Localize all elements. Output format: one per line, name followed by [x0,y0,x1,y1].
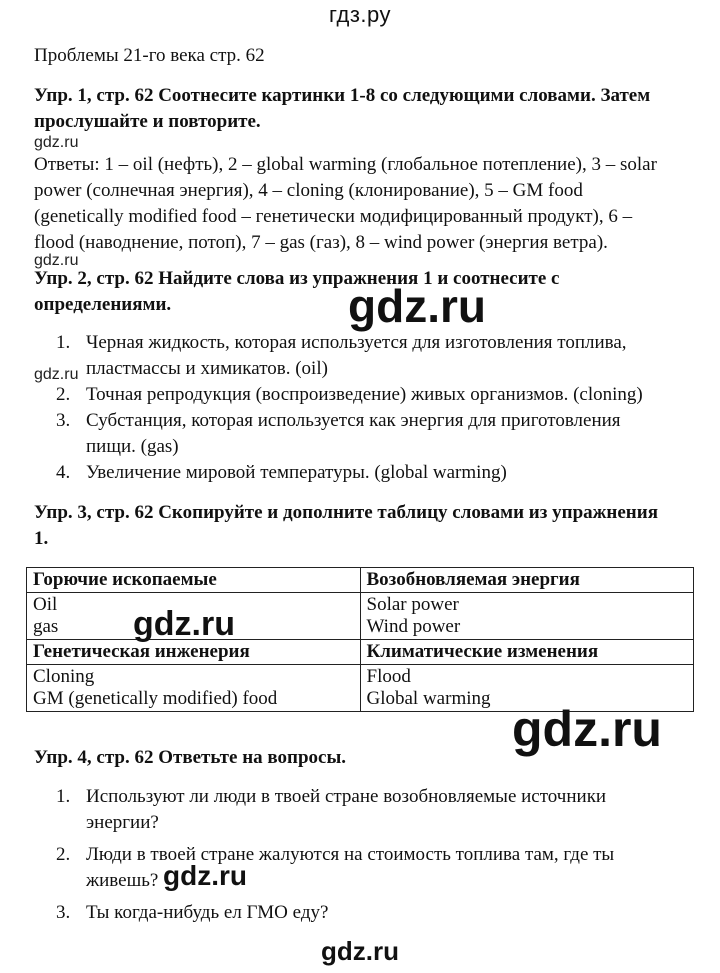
exercise-3-heading-line: 1. [34,528,49,549]
list-item-number: 3. [56,410,71,431]
list-item-number: 1. [56,332,71,353]
exercise-3-heading-line: Упр. 3, стр. 62 Скопируйте и дополните таблицу словами из упражнения [34,502,658,523]
table-cell-line: Flood [366,666,411,687]
list-item [52,382,692,408]
exercise-4-list [52,784,692,926]
table-header-cell: Горючие ископаемые [27,568,361,593]
list-item-text: живешь? [86,870,159,891]
list-item [52,784,692,836]
table-cell-line: GM (genetically modified) food [33,688,278,709]
table-cell-line: Cloning [33,666,95,687]
list-item-number: 2. [56,844,71,865]
table-header-cell: Возобновляемая энергия [360,568,694,593]
exercise-2-list [52,330,692,486]
watermark-large: gdz.ru [348,280,486,332]
table-cell [27,665,361,712]
list-item [52,842,692,894]
list-item-text: Люди в твоей стране жалуются на стоимость топлива там, где ты [86,844,615,865]
answer-line: (genetically modified food – генетически модифицированный продукт), 6 – [34,206,633,227]
list-item [52,460,692,486]
table-cell-line: Global warming [366,688,491,709]
list-item-text: пластмассы и химикатов. (oil) [86,358,328,379]
exercise-1-heading-line: прослушайте и повторите. [34,111,261,132]
answer-line: power (солнечная энергия), 4 – cloning (клонирование), 5 – GM food [34,180,583,201]
list-item-number: 3. [56,902,71,923]
page-title: Проблемы 21-го века стр. 62 [34,45,265,66]
answer-line: Ответы: 1 – oil (нефть), 2 – global warming (глобальное потепление), 3 – solar [34,154,657,175]
table-cell [360,593,694,640]
watermark-large: gdz.ru [512,701,662,757]
list-item-text: Точная репродукция (воспроизведение) живых организмов. (cloning) [86,384,643,405]
list-item-text: Ты когда-нибудь ел ГМО еду? [86,902,329,923]
footer-watermark: gdz.ru [321,936,399,966]
watermark-small: gdz.ru [34,366,79,383]
table-header-cell: Климатические изменения [360,640,694,665]
exercise-1-answers [34,152,694,256]
exercise-1-heading [34,83,694,135]
list-item [52,330,692,382]
list-item [52,408,692,460]
watermark-small: gdz.ru [34,134,79,151]
table-row [27,568,694,593]
exercise-4-heading: Упр. 4, стр. 62 Ответьте на вопросы. [34,747,347,768]
energy-table [26,567,694,712]
table-cell-line: gas [33,616,59,637]
watermark-small: gdz.ru [34,252,79,269]
table-header-cell: Генетическая инженерия [27,640,361,665]
watermark-large: gdz.ru [133,605,235,643]
exercise-2-heading-line: определениями. [34,294,172,315]
site-header: гдз.ру [328,2,392,27]
table-cell-line: Wind power [366,616,461,637]
list-item-number: 2. [56,384,71,405]
list-item [52,900,692,926]
list-item-number: 1. [56,786,71,807]
list-item-text: Используют ли люди в твоей стране возобновляемые источники [86,786,607,807]
table-cell-line: Oil [33,594,58,615]
table-row [27,640,694,665]
table-row [27,593,694,640]
list-item-text: Черная жидкость, которая используется для изготовления топлива, [86,332,627,353]
list-item-text: пищи. (gas) [86,436,179,457]
exercise-1-heading-line: Упр. 1, стр. 62 Соотнесите картинки 1-8 со следующими словами. Затем [34,85,651,106]
watermark-large: gdz.ru [163,860,247,891]
list-item-text: энергии? [86,812,159,833]
answer-line: flood (наводнение, потоп), 7 – gas (газ), 8 – wind power (энергия ветра). [34,232,608,253]
exercise-2-heading-line: Упр. 2, стр. 62 Найдите слова из упражнения 1 и соотнесите с [34,268,560,289]
list-item-text: Субстанция, которая используется как энергия для приготовления [86,410,621,431]
exercise-3-heading [34,500,694,552]
table-cell-line: Solar power [366,594,459,615]
list-item-text: Увеличение мировой температуры. (global warming) [86,462,507,483]
list-item-number: 4. [56,462,71,483]
